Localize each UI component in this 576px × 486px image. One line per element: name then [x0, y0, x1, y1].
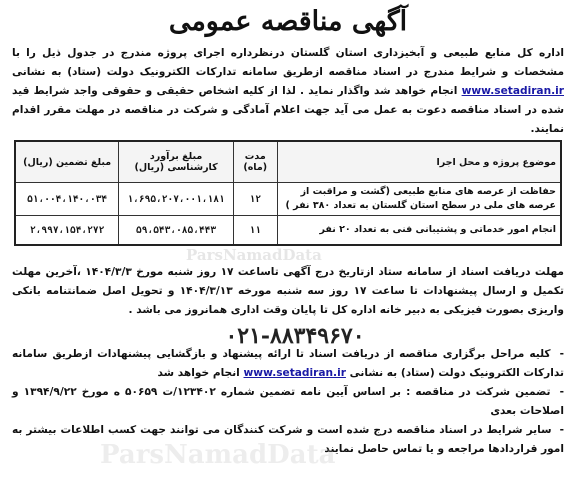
setadiran-link[interactable]: www.setadiran.ir [243, 367, 346, 379]
page-title: آگهی مناقصه عمومی [168, 6, 408, 37]
row-subject: حفاظت از عرصه های منابع طبیعی (گشت و مراقبت از عرصه های ملی در سطح استان گلستان به تعداد ۳۸۰ نفر ) [277, 183, 561, 216]
watermark-text: ParsNamadData [186, 246, 322, 264]
list-item: - تضمین شرکت در مناقصه : بر اساس آیین نامه تضمین شماره ۱۲۳۴۰۲/ت ۵۰۶۵۹ ه مورخ ۱۳۹۴/۹/۲۲ و اصلاحات بعدی [12, 386, 565, 417]
row-duration: ۱۲ [233, 183, 277, 216]
note-text-end: انجام خواهد شد [157, 367, 240, 379]
header-subject: موضوع پروژه و محل اجرا [277, 141, 561, 183]
row-guarantee: ۲،۹۹۷،۱۵۴،۲۷۲ [15, 216, 119, 246]
note-text: کلیه مراحل برگزاری مناقصه از دریافت اسناد تا ارائه پیشنهاد و بازگشایی پیشنهادات ازطریق سامانه تدارکات الکترونیک دولت (ستاد) به نشانی [12, 348, 564, 379]
phone-number: ۰۲۱-۸۸۳۴۹۶۷۰ [225, 323, 365, 349]
deadline-paragraph: مهلت دریافت اسناد از سامانه ستاد ازتاریخ درج آگهی تاساعت ۱۷ روز شنبه مورخ ۱۴۰۴/۳/۳ ،آخرین مهلت تکمیل و ارسال پیشنهادات تا ساعت ۱۷ روز سه شنبه مورخه ۱۴۰۴/۳/۱۳ و تحویل اصل ضمانتنامه بانکی واریزی بصورت فیزیکی به دبیر خانه اداره کل تا پایان وقت اداری همانروز می باشد . [12, 266, 564, 316]
list-item: - کلیه مراحل برگزاری مناقصه از دریافت اسناد تا ارائه پیشنهاد و بازگشایی پیشنهادات ازطریق سامانه تدارکات الکترونیک دولت (ستاد) به نشانی www.setadiran.ir انجام خواهد شد [12, 348, 564, 379]
list-item: - سایر شرایط در اسناد مناقصه درج شده است و شرکت کنندگان می توانند جهت کسب اطلاعات بیشتر به امور قراردادها مراجعه و یا تماس حاصل نمایند [12, 424, 564, 455]
row-estimate: ۵۹،۵۴۳،۰۸۵،۴۴۳ [119, 216, 234, 246]
setadiran-link[interactable]: www.setadiran.ir [461, 85, 564, 97]
notes-section [12, 345, 564, 459]
intro-paragraph [12, 44, 564, 139]
row-subject: انجام امور خدماتی و پشتیبانی فنی به تعداد ۲۰ نفر [277, 216, 561, 246]
intro-text-start: اداره کل منابع طبیعی و آبخیزداری استان گلستان درنظرداره اجرای پروژه مندرج در جدول ذیل را با مشخصات و شرایط مندرج در اسناد مناقصه ازطریق سامانه تدارکات الکترونیک دولت (ستاد) به نشانی [12, 47, 564, 78]
header-estimate: مبلغ برآورد کارشناسی (ریال) [119, 141, 234, 183]
row-duration: ۱۱ [233, 216, 277, 246]
tender-table [14, 140, 562, 246]
table-row [15, 183, 561, 216]
note-text: سایر شرایط در اسناد مناقصه درج شده است و شرکت کنندگان می توانند جهت کسب اطلاعات بیشتر به امور قراردادها مراجعه و یا تماس حاصل نمایند [12, 424, 564, 455]
intro-text-end: انجام خواهد شد واگذار نماید . لذا از کلیه اشخاص حقیقی و حقوقی واجد شرایط قید شده در اسناد مناقصه دعوت به عمل می آید جهت اعلام آمادگی و شرکت در مناقصه در مهلت مقرر اقدام نمایند. [12, 85, 564, 135]
row-guarantee: ۵۱،۰۰۴،۱۴۰،۰۳۴ [15, 183, 119, 216]
row-estimate: ۱،۶۹۵،۲۰۷،۰۰۱،۱۸۱ [119, 183, 234, 216]
header-duration: مدت (ماه) [233, 141, 277, 183]
header-guarantee: مبلغ تضمین (ریال) [15, 141, 119, 183]
watermark-text: ParsNamadData [100, 440, 336, 470]
table-header-row [15, 141, 561, 183]
table-row [15, 216, 561, 246]
note-text: تضمین شرکت در مناقصه : بر اساس آیین نامه تضمین شماره ۱۲۳۴۰۲/ت ۵۰۶۵۹ ه مورخ ۱۳۹۴/۹/۲۲ و اصلاحات بعدی [12, 386, 564, 417]
